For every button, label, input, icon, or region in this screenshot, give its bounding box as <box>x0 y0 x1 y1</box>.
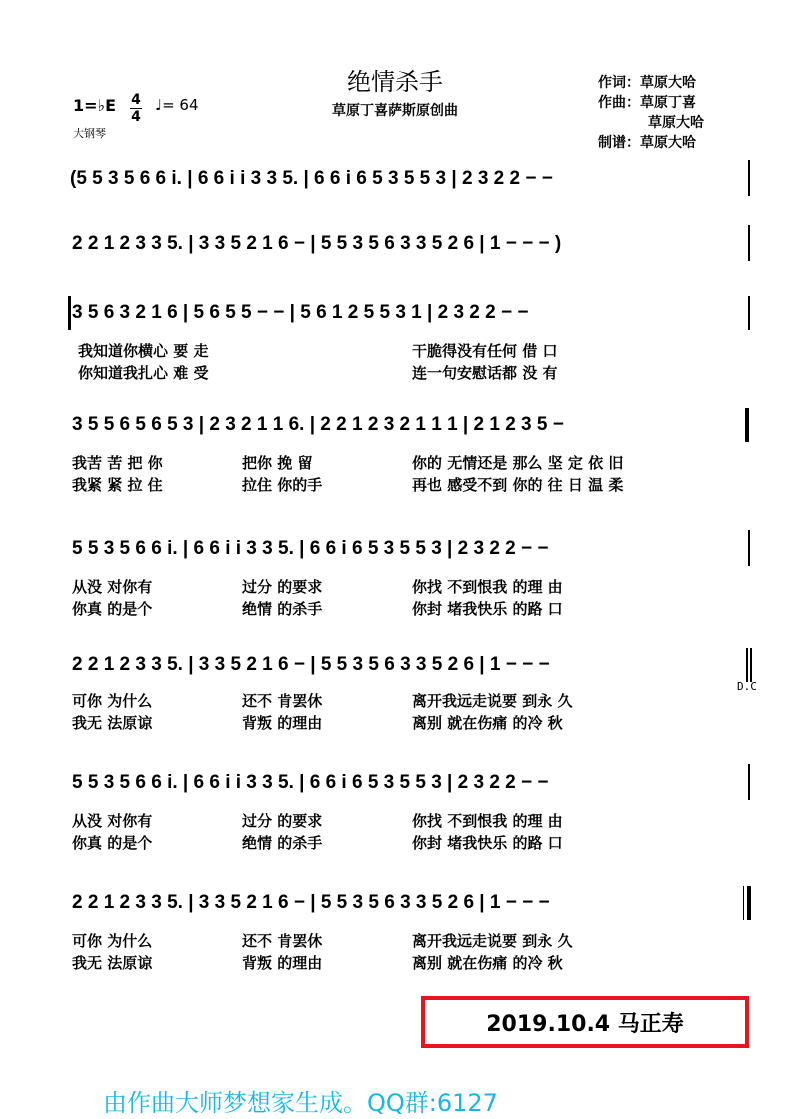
lyric-7-2c: 你封 堵我快乐 的路 口 <box>412 834 563 852</box>
lyric-8-2c: 离别 就在伤痛 的冷 秋 <box>412 954 563 972</box>
bar-line <box>748 296 750 330</box>
lyricist-credit: 作词：草原大哈 <box>598 75 696 91</box>
dc-marking: D.C <box>737 680 757 693</box>
lyric-4-2c: 再也 感受不到 你的 往 日 温 柔 <box>412 476 624 494</box>
final-bar-thin <box>743 886 744 920</box>
lyric-8-2a: 我无 法原谅 <box>72 954 153 972</box>
lyric-6-1b: 还不 肯罢休 <box>242 692 323 710</box>
lyric-8-1c: 离开我远走说要 到永 久 <box>412 932 573 950</box>
notation-line-4: 3 5 5 6 5 6 5 3 | 2 3 2 1 1 6. | 2 2 1 2 3 2 1 1 1 | 2 1 2 3 5 − <box>72 414 564 435</box>
notation-line-5: 5 5 3 5 6 6 i. | 6 6 i i 3 3 5. | 6 6 i 6 5 3 5 5 3 | 2 3 2 2 − − <box>72 538 549 559</box>
lyric-7-1c: 你找 不到恨我 的理 由 <box>412 812 563 830</box>
lyric-4-1a: 我苦 苦 把 你 <box>72 454 163 472</box>
tempo-marking: ♩= 64 <box>155 96 199 114</box>
notation-line-1: (5 5 3 5 6 6 i. | 6 6 i i 3 3 5. | 6 6 i 6 5 3 5 5 3 | 2 3 2 2 − − <box>70 168 553 189</box>
lyric-4-1b: 把你 挽 留 <box>242 454 313 472</box>
lyric-4-1c: 你的 无情还是 那么 坚 定 依 旧 <box>412 454 624 472</box>
bar-line <box>748 764 750 800</box>
lyric-5-2a: 你真 的是个 <box>72 600 153 618</box>
credits <box>598 73 704 153</box>
date-author-stamp: 2019.10.4 马正寿 <box>421 996 749 1048</box>
lyric-4-2b: 拉住 你的手 <box>242 476 323 494</box>
lyric-3-1a: 我知道你横心 要 走 <box>78 342 209 360</box>
footer-generator-note: 由作曲大师梦想家生成。QQ群:6127 <box>103 1089 498 1117</box>
bar-line <box>750 648 752 682</box>
lyric-8-1a: 可你 为什么 <box>72 932 153 950</box>
lyric-6-1c: 离开我远走说要 到永 久 <box>412 692 573 710</box>
notation-line-8: 2 2 1 2 3 3 5. | 3 3 5 2 1 6 − | 5 5 3 5 6 3 3 5 2 6 | 1 − − − <box>72 892 550 913</box>
lyric-7-1b: 过分 的要求 <box>242 812 323 830</box>
repeat-start-bar <box>68 296 71 330</box>
notation-line-2: 2 2 1 2 3 3 5. | 3 3 5 2 1 6 − | 5 5 3 5 6 3 3 5 2 6 | 1 − − − ) <box>72 233 562 254</box>
arranger-credit: 制谱：草原大哈 <box>598 135 696 151</box>
final-bar-thick <box>747 886 751 920</box>
notation-line-7: 5 5 3 5 6 6 i. | 6 6 i i 3 3 5. | 6 6 i 6 5 3 5 5 3 | 2 3 2 2 − − <box>72 772 549 793</box>
lyric-6-1a: 可你 为什么 <box>72 692 153 710</box>
bar-line <box>746 648 748 682</box>
lyric-7-2a: 你真 的是个 <box>72 834 153 852</box>
lyric-5-2b: 绝情 的杀手 <box>242 600 323 618</box>
lyric-8-1b: 还不 肯罢休 <box>242 932 323 950</box>
notation-line-6: 2 2 1 2 3 3 5. | 3 3 5 2 1 6 − | 5 5 3 5 6 3 3 5 2 6 | 1 − − − <box>72 654 550 675</box>
time-signature-bottom: 4 <box>131 109 141 125</box>
instrument-label: 大钢琴 <box>73 127 106 140</box>
lyric-4-2a: 我紧 紧 拉 住 <box>72 476 163 494</box>
lyric-7-2b: 绝情 的杀手 <box>242 834 323 852</box>
lyric-3-1b: 干脆得没有任何 借 口 <box>412 342 558 360</box>
lyric-6-2a: 我无 法原谅 <box>72 714 153 732</box>
notation-line-3: 3 5 6 3 2 1 6 | 5 6 5 5 − − | 5 6 1 2 5 5 3 1 | 2 3 2 2 − − <box>72 302 529 323</box>
lyric-5-1c: 你找 不到恨我 的理 由 <box>412 578 563 596</box>
song-subtitle: 草原丁喜萨斯原创曲 <box>332 103 458 119</box>
lyric-3-2b: 连一句安慰话都 没 有 <box>412 364 558 382</box>
lyric-7-1a: 从没 对你有 <box>72 812 153 830</box>
lyric-5-1a: 从没 对你有 <box>72 578 153 596</box>
lyric-6-2c: 离别 就在伤痛 的冷 秋 <box>412 714 563 732</box>
lyric-3-2a: 你知道我扎心 难 受 <box>78 364 209 382</box>
bar-line <box>748 160 750 196</box>
bar-line <box>748 530 750 566</box>
bar-line <box>748 225 750 261</box>
lyric-5-1b: 过分 的要求 <box>242 578 323 596</box>
repeat-end-bar <box>745 408 749 442</box>
time-signature-top: 4 <box>131 92 141 108</box>
lyric-5-2c: 你封 堵我快乐 的路 口 <box>412 600 563 618</box>
composer-credit: 作曲：草原丁喜 <box>598 95 696 111</box>
time-signature <box>130 92 142 125</box>
song-title: 绝情杀手 <box>347 68 443 96</box>
key-signature: 1=♭E <box>73 96 117 115</box>
lyric-6-2b: 背叛 的理由 <box>242 714 323 732</box>
lyric-8-2b: 背叛 的理由 <box>242 954 323 972</box>
composer2-credit: 草原大哈 <box>648 115 704 131</box>
